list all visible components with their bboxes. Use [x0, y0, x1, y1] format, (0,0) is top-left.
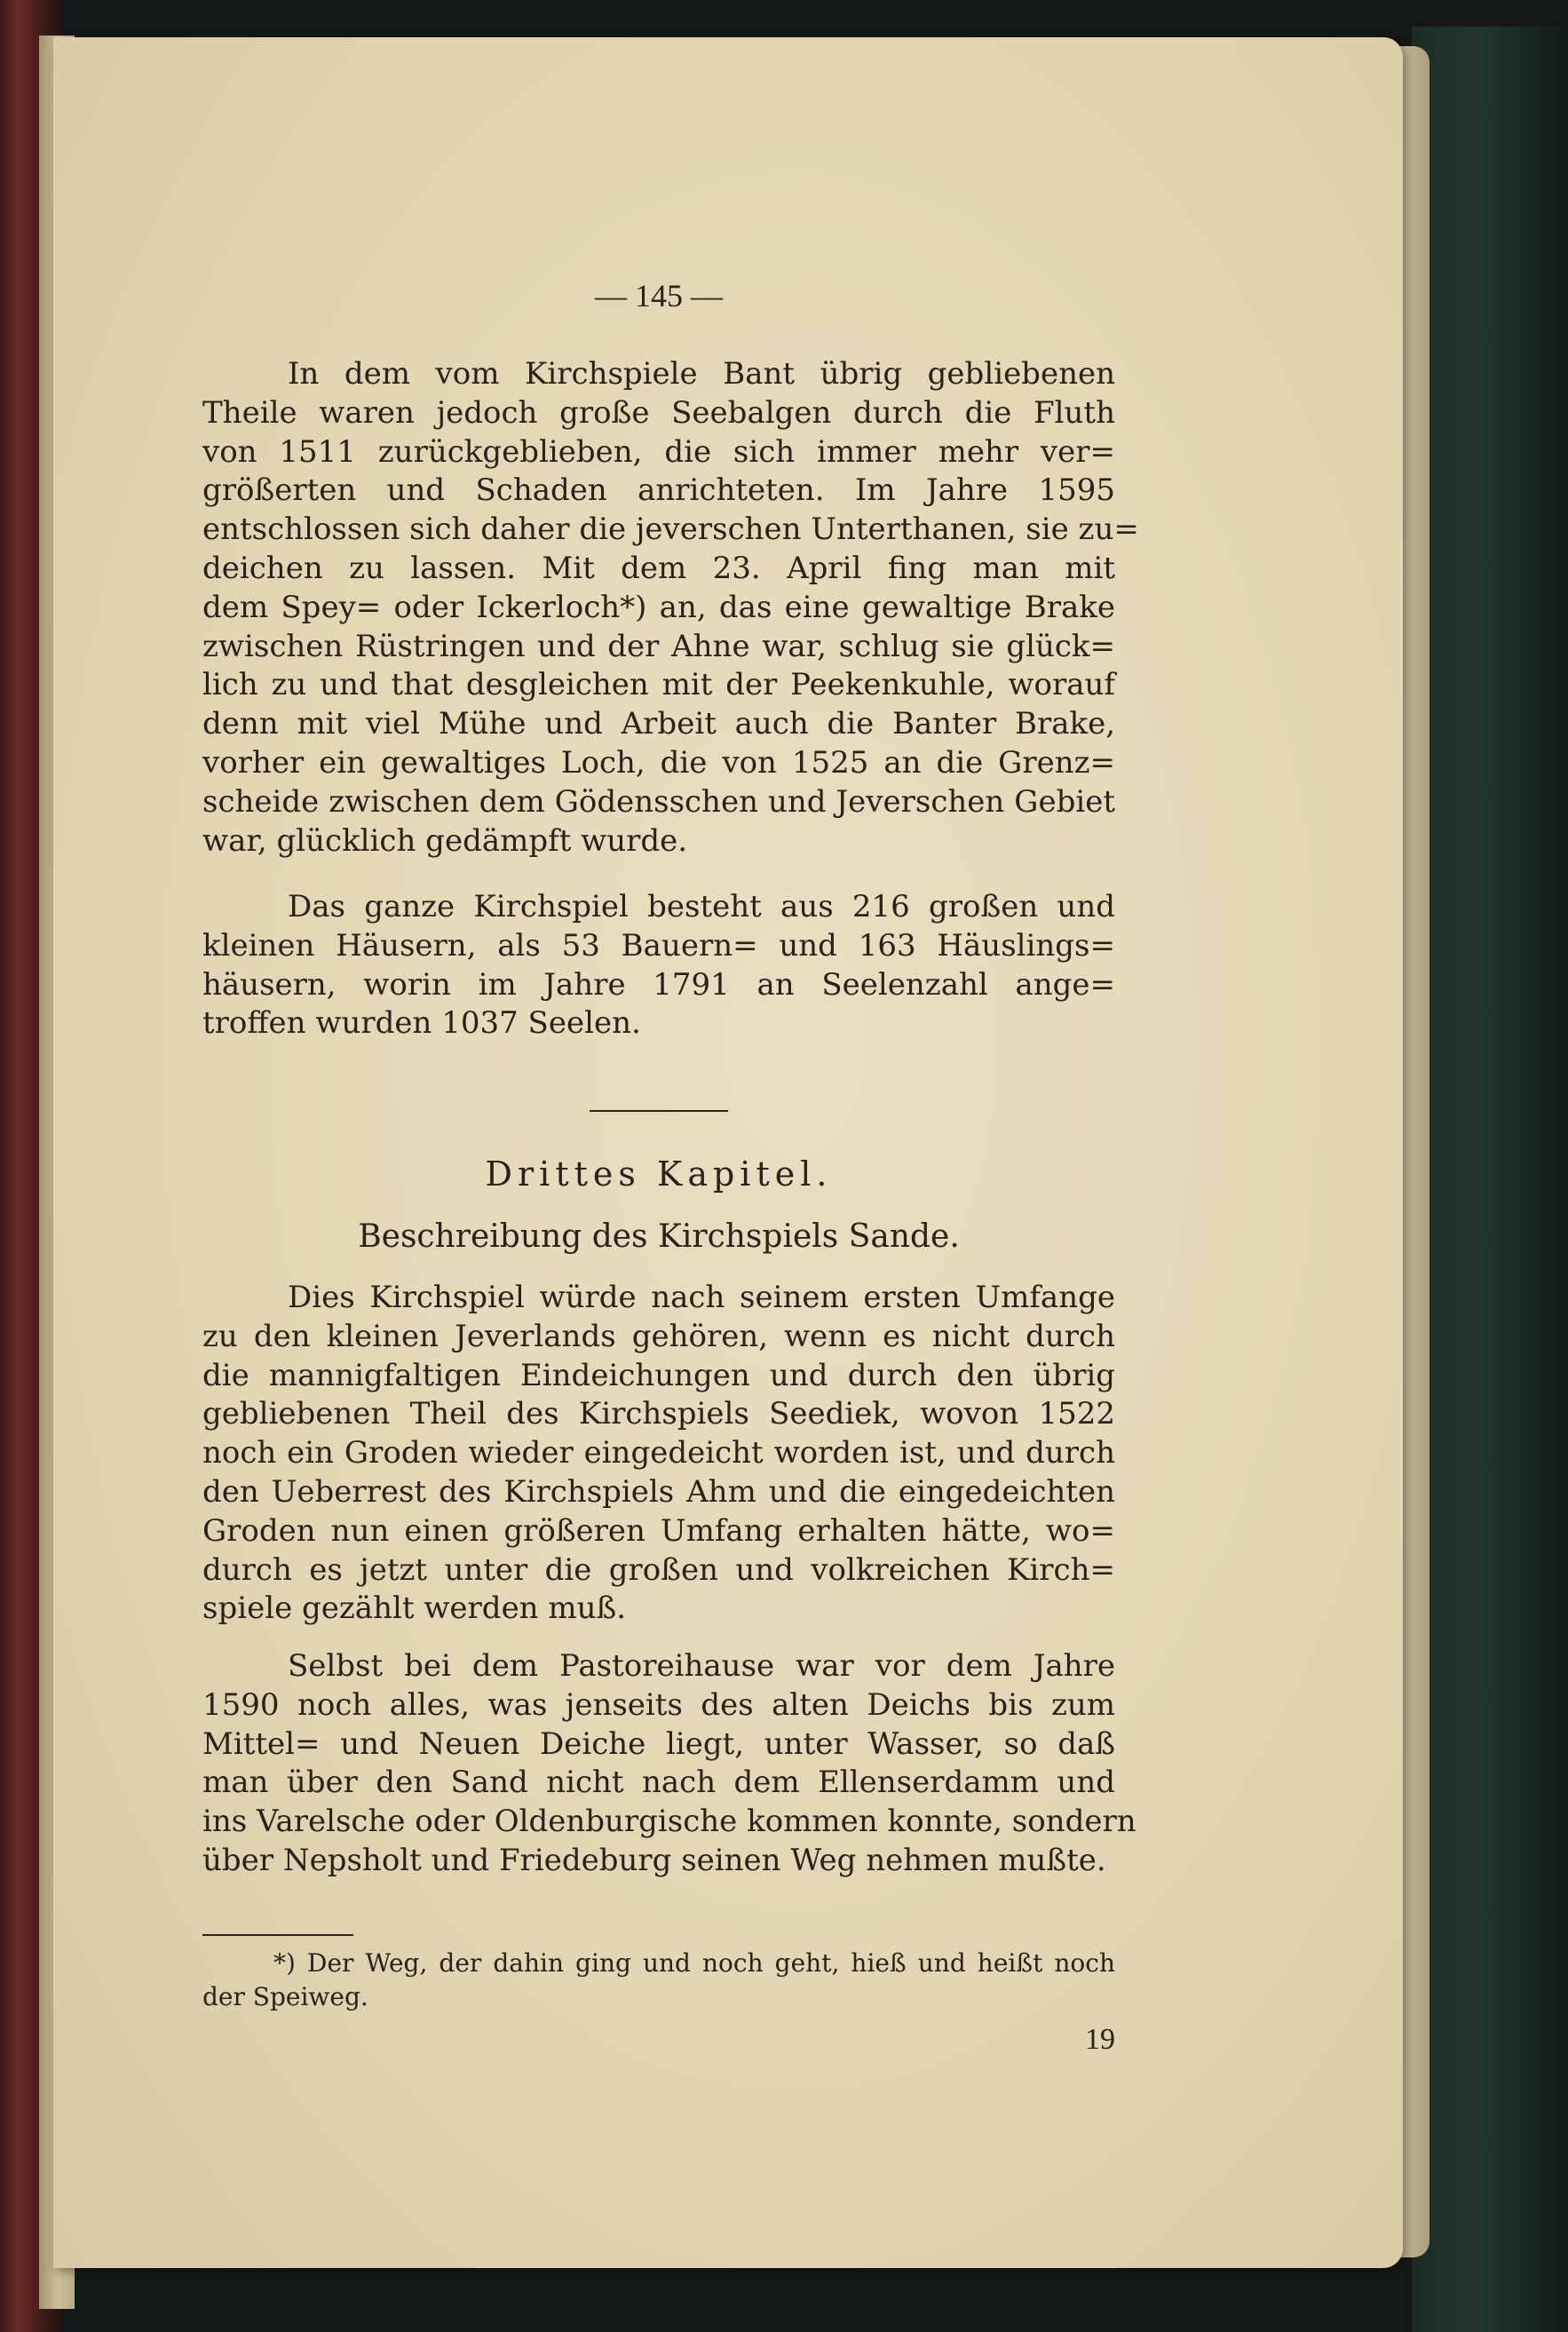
text-line: durch es jetzt unter die großen und volkreichen Kirch= [202, 1551, 1115, 1588]
text-line: noch ein Groden wieder eingedeicht worden ist, und durch [202, 1435, 1115, 1471]
text-line: von 1511 zurückgeblieben, die sich immer mehr ver= [202, 433, 1115, 470]
text-line: die mannigfaltigen Eindeichungen und durch den übrig [202, 1357, 1115, 1393]
text-line: zwischen Rüstringen und der Ahne war, schlug sie glück= [202, 628, 1115, 664]
text-line: Dies Kirchspiel würde nach seinem ersten Umfange [288, 1280, 1115, 1315]
text-line: In dem vom Kirchspiele Bant übrig gebliebenen [288, 356, 1115, 392]
signature-mark: 19 [1085, 2023, 1115, 2056]
text-line: größerten und Schaden anrichteten. Im Jahre 1595 [202, 472, 1115, 509]
text-line: Groden nun einen größeren Umfang erhalten hätte, wo= [202, 1512, 1115, 1549]
text-line: gebliebenen Theil des Kirchspiels Seediek, wovon 1522 [202, 1396, 1115, 1432]
text-line: über Nepsholt und Friedeburg seinen Weg nehmen mußte. [202, 1842, 1106, 1878]
text-line: war, glücklich gedämpft wurde. [202, 822, 688, 859]
text-line: troffen wurden 1037 Seelen. [202, 1005, 641, 1042]
paragraph-1 [202, 355, 1139, 861]
chapter-subtitle: Beschreibung des Kirchspiels Sande. [358, 1218, 960, 1255]
text-line: scheide zwischen dem Gödensschen und Jeverschen Gebiet [202, 783, 1115, 820]
text-line: den Ueberrest des Kirchspiels Ahm und die eingedeichten [202, 1473, 1115, 1510]
page-number-header: — 145 — [595, 278, 723, 313]
text-line: deichen zu lassen. Mit dem 23. April fing man mit [202, 550, 1115, 586]
paragraph-4 [202, 1647, 1136, 1881]
text-line: lich zu und that desgleichen mit der Peekenkuhle, worauf [202, 667, 1115, 703]
text-line: denn mit viel Mühe und Arbeit auch die Banter Brake, [202, 706, 1115, 742]
text-line: Mittel= und Neuen Deiche liegt, unter Wasser, so daß [202, 1725, 1115, 1762]
text-line: 1590 noch alles, was jenseits des alten Deichs bis zum [202, 1686, 1115, 1723]
text-line: häusern, worin im Jahre 1791 an Seelenzahl ange= [202, 966, 1115, 1003]
footnote [202, 1947, 1115, 2014]
text-line: Selbst bei dem Pastoreihause war vor dem Jahre [288, 1648, 1115, 1684]
text-line: entschlossen sich daher die jeverschen Unterthanen, sie zu= [202, 512, 1139, 548]
text-line: man über den Sand nicht nach dem Ellenserdamm und [202, 1765, 1115, 1801]
text-line: Theile waren jedoch große Seebalgen durch die Fluth [202, 394, 1115, 431]
section-divider [590, 1110, 728, 1112]
footnote-divider [202, 1934, 353, 1936]
text-line: Das ganze Kirchspiel besteht aus 216 großen und [288, 889, 1115, 924]
text-line: zu den kleinen Jeverlands gehören, wenn es nicht durch [202, 1318, 1115, 1354]
text-line: ins Varelsche oder Oldenburgische kommen konnte, sondern [202, 1804, 1136, 1840]
text-line: spiele gezählt werden muß. [202, 1590, 627, 1627]
text-line: dem Spey= oder Ickerloch*) an, das eine gewaltige Brake [202, 589, 1115, 625]
footnote-line: der Speiweg. [202, 1982, 368, 2011]
back-cover-board [1412, 27, 1568, 2332]
paragraph-2 [202, 888, 1115, 1043]
chapter-heading: Drittes Kapitel. [485, 1154, 833, 1194]
text-line: kleinen Häusern, als 53 Bauern= und 163 Häuslings= [202, 927, 1115, 964]
text-line: vorher ein gewaltiges Loch, die von 1525 an die Grenz= [202, 744, 1115, 781]
paragraph-3 [202, 1279, 1115, 1629]
footnote-line: *) Der Weg, der dahin ging und noch geht, hieß und heißt noch [273, 1948, 1115, 1978]
